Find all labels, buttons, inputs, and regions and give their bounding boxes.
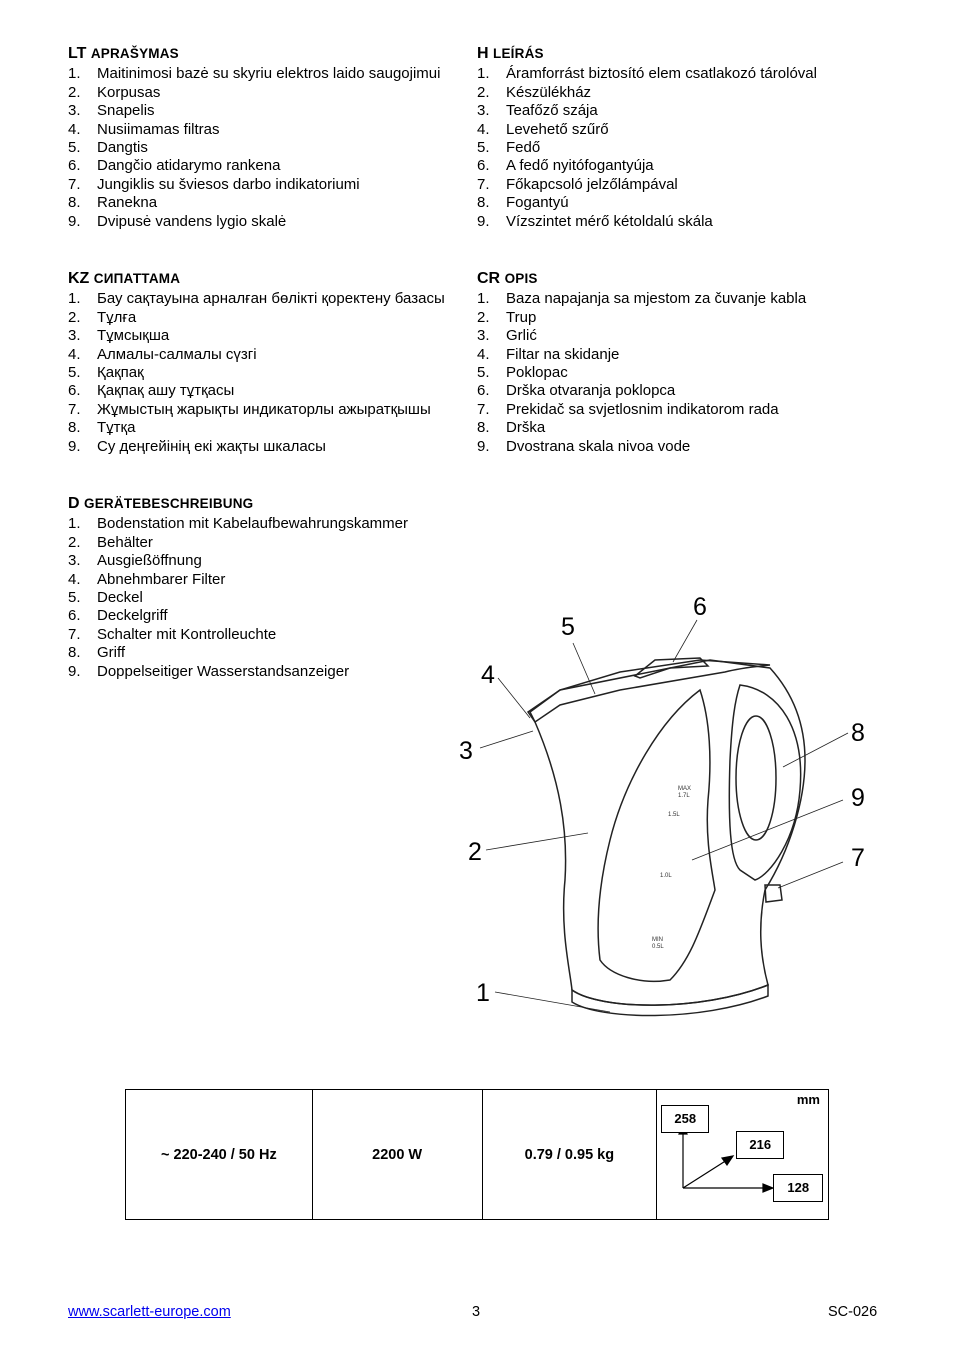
item-number: 4. [68, 570, 81, 588]
item-list [68, 290, 468, 456]
item-text: Dvipusė vandens lygio skalė [97, 212, 287, 230]
item-number: 8. [68, 194, 81, 212]
list-item [477, 364, 897, 382]
dimension-height: 258 [661, 1105, 709, 1133]
item-number: 9. [68, 212, 81, 230]
section-name: GERÄTEBESCHREIBUNG [84, 496, 254, 511]
item-text: Dangtis [97, 139, 148, 157]
item-number: 8. [477, 419, 490, 437]
item-text: Жұмыстың жарықты индикаторлы ажыратқышы [97, 400, 431, 418]
item-text: Filtar na skidanje [506, 345, 620, 363]
item-number: 6. [477, 157, 490, 175]
callout-8: 8 [851, 719, 865, 747]
list-item [68, 176, 448, 194]
spec-weight: 0.79 / 0.95 kg [482, 1090, 657, 1220]
section-code: D [68, 495, 80, 512]
item-number: 8. [68, 644, 81, 662]
item-text: Fogantyú [506, 194, 569, 212]
list-item [68, 438, 468, 456]
callout-4: 4 [481, 661, 495, 689]
item-number: 5. [477, 364, 490, 382]
item-number: 1. [68, 515, 81, 533]
scale-min-volume: 0.5L [652, 944, 664, 950]
section-lt [68, 45, 448, 231]
item-number: 7. [477, 400, 490, 418]
section-code: KZ [68, 270, 90, 287]
kettle-handle [729, 685, 800, 880]
item-text: Készülékház [506, 83, 592, 101]
item-text: Dangčio atidarymo rankena [97, 157, 281, 175]
item-number: 7. [68, 625, 81, 643]
item-number: 1. [68, 290, 81, 308]
list-item [477, 419, 897, 437]
list-item [477, 438, 897, 456]
callout-7: 7 [851, 844, 865, 872]
specs-table [125, 1089, 829, 1220]
item-list [68, 65, 448, 231]
item-number: 1. [477, 290, 490, 308]
spec-voltage: ~ 220-240 / 50 Hz [126, 1090, 313, 1220]
section-title-hu [477, 45, 897, 63]
item-text: Қақпақ ашу тұтқасы [97, 382, 235, 400]
list-item [477, 290, 897, 308]
section-title-kz [68, 270, 468, 288]
item-number: 3. [477, 327, 490, 345]
item-number: 3. [68, 552, 81, 570]
item-text: Nusiimamas filtras [97, 120, 220, 138]
item-text: Ausgießöffnung [97, 552, 202, 570]
section-title-de [68, 495, 468, 513]
list-item [68, 607, 468, 625]
list-item [477, 327, 897, 345]
item-text: Қақпақ [97, 364, 144, 382]
list-item [68, 346, 468, 364]
item-text: Teafőző szája [506, 102, 598, 120]
item-number: 4. [68, 120, 81, 138]
list-item [68, 327, 468, 345]
scale-1-0: 1.0L [660, 873, 672, 879]
water-scale [652, 786, 691, 950]
item-text: A fedő nyitófogantyúja [506, 157, 654, 175]
item-text: Бау сақтауына арналған бөлікті қоректену базасы [97, 290, 445, 308]
list-item [477, 346, 897, 364]
item-number: 2. [68, 308, 81, 326]
item-number: 3. [68, 327, 81, 345]
item-number: 9. [68, 437, 81, 455]
item-number: 5. [68, 139, 81, 157]
section-cr [477, 270, 897, 456]
list-item [68, 401, 468, 419]
section-de [68, 495, 468, 681]
item-text: Fedő [506, 139, 541, 157]
item-number: 7. [477, 175, 490, 193]
item-text: Drška otvaranja poklopca [506, 382, 676, 400]
item-text: Bodenstation mit Kabelaufbewahrungskammer [97, 515, 409, 533]
list-item [68, 65, 448, 83]
list-item [68, 571, 468, 589]
item-number: 6. [68, 607, 81, 625]
item-text: Су деңгейінің екі жақты шкаласы [97, 437, 326, 455]
item-number: 6. [68, 382, 81, 400]
item-number: 7. [68, 400, 81, 418]
item-list [477, 290, 897, 456]
item-number: 4. [68, 345, 81, 363]
callout-5: 5 [561, 613, 575, 641]
kettle-diagram [440, 580, 920, 1050]
list-item [68, 157, 448, 175]
list-item [68, 515, 468, 533]
section-name: APRAŠYMAS [90, 46, 179, 61]
item-text: Maitinimosi bazė su skyriu elektros laido saugojimui [97, 65, 441, 83]
item-number: 7. [68, 175, 81, 193]
list-item [68, 382, 468, 400]
item-text: Deckel [97, 589, 143, 607]
section-code: LT [68, 45, 87, 62]
list-item [68, 84, 448, 102]
item-number: 6. [68, 157, 81, 175]
list-item [477, 157, 897, 175]
callout-3: 3 [459, 737, 473, 765]
list-item [68, 644, 468, 662]
item-number: 9. [477, 437, 490, 455]
section-kz [68, 270, 468, 456]
item-text: Тұтқа [97, 419, 136, 437]
item-number: 9. [68, 662, 81, 680]
item-text: Deckelgriff [97, 607, 168, 625]
item-text: Doppelseitiger Wasserstandsanzeiger [97, 662, 350, 680]
kettle-body [530, 660, 805, 1005]
list-item [477, 176, 897, 194]
item-text: Dvostrana skala nivoa vode [506, 437, 691, 455]
item-text: Schalter mit Kontrolleuchte [97, 625, 277, 643]
item-text: Főkapcsoló jelzőlámpával [506, 175, 678, 193]
list-item [477, 139, 897, 157]
item-list [477, 65, 897, 231]
item-text: Abnehmbarer Filter [97, 570, 226, 588]
item-text: Алмалы-салмалы сүзгі [97, 345, 257, 363]
item-list [68, 515, 468, 681]
list-item [68, 552, 468, 570]
item-number: 6. [477, 382, 490, 400]
model-number: SC-026 [828, 1304, 878, 1320]
list-item [68, 663, 468, 681]
list-item [477, 102, 897, 120]
item-number: 4. [477, 120, 490, 138]
item-text: Тұлға [97, 308, 137, 326]
scale-min: MIN [652, 937, 663, 943]
callout-6: 6 [693, 593, 707, 621]
section-name: OPIS [504, 271, 538, 286]
scale-max: MAX [678, 786, 692, 792]
list-item [68, 290, 468, 308]
list-item [68, 139, 448, 157]
item-number: 1. [477, 65, 490, 83]
scale-1-5: 1.5L [668, 812, 680, 818]
kettle-illustration [528, 658, 805, 1016]
item-number: 2. [68, 533, 81, 551]
handle-opening [736, 716, 776, 840]
item-text: Poklopac [506, 364, 568, 382]
item-text: Trup [506, 308, 537, 326]
item-text: Korpusas [97, 83, 161, 101]
item-number: 3. [68, 102, 81, 120]
list-item [477, 401, 897, 419]
item-text: Тұмсықша [97, 327, 170, 345]
list-item [68, 309, 468, 327]
dimension-unit: mm [796, 1092, 820, 1107]
list-item [68, 419, 468, 437]
leader-lines [480, 620, 848, 1012]
dimension-width: 128 [773, 1174, 823, 1202]
item-text: Drška [506, 419, 546, 437]
item-number: 1. [68, 65, 81, 83]
list-item [68, 534, 468, 552]
section-hu [477, 45, 897, 231]
item-number: 8. [68, 419, 81, 437]
list-item [477, 382, 897, 400]
section-code: H [477, 45, 489, 62]
item-number: 2. [477, 83, 490, 101]
item-text: Áramforrást biztosító elem csatlakozó tárolóval [506, 65, 817, 83]
item-number: 9. [477, 212, 490, 230]
scale-max-volume: 1.7L [678, 793, 690, 799]
item-text: Ranekna [97, 194, 158, 212]
item-number: 5. [68, 364, 81, 382]
list-item [477, 65, 897, 83]
item-number: 2. [477, 308, 490, 326]
list-item [68, 102, 448, 120]
callout-1: 1 [476, 979, 490, 1007]
list-item [477, 84, 897, 102]
list-item [477, 213, 897, 231]
item-text: Grlić [506, 327, 537, 345]
list-item [68, 194, 448, 212]
list-item [68, 121, 448, 139]
item-number: 3. [477, 102, 490, 120]
section-title-cr [477, 270, 897, 288]
item-number: 5. [68, 589, 81, 607]
section-title-lt [68, 45, 448, 63]
list-item [477, 121, 897, 139]
section-name: LEÍRÁS [493, 46, 544, 61]
list-item [477, 309, 897, 327]
dimension-depth: 216 [736, 1131, 784, 1159]
page-number: 3 [472, 1304, 481, 1320]
item-number: 5. [477, 139, 490, 157]
list-item [68, 364, 468, 382]
spec-power: 2200 W [312, 1090, 482, 1220]
item-text: Snapelis [97, 102, 155, 120]
list-item [68, 213, 448, 231]
section-name: СИПАТТАМА [93, 271, 181, 286]
list-item [68, 589, 468, 607]
callout-2: 2 [468, 838, 482, 866]
item-text: Behälter [97, 533, 153, 551]
website-link[interactable]: www.scarlett-europe.com [68, 1304, 231, 1320]
item-number: 8. [477, 194, 490, 212]
callout-9: 9 [851, 784, 865, 812]
item-text: Levehető szűrő [506, 120, 609, 138]
spec-dimensions [657, 1090, 829, 1220]
item-text: Jungiklis su šviesos darbo indikatoriumi [97, 175, 360, 193]
table-row [126, 1090, 829, 1220]
item-number: 4. [477, 345, 490, 363]
item-number: 2. [68, 83, 81, 101]
item-text: Griff [97, 644, 126, 662]
section-code: CR [477, 270, 501, 287]
item-text: Prekidač sa svjetlosnim indikatorom rada [506, 400, 779, 418]
item-text: Vízszintet mérő kétoldalú skála [506, 212, 713, 230]
list-item [68, 626, 468, 644]
item-text: Baza napajanja sa mjestom za čuvanje kabla [506, 290, 807, 308]
list-item [477, 194, 897, 212]
